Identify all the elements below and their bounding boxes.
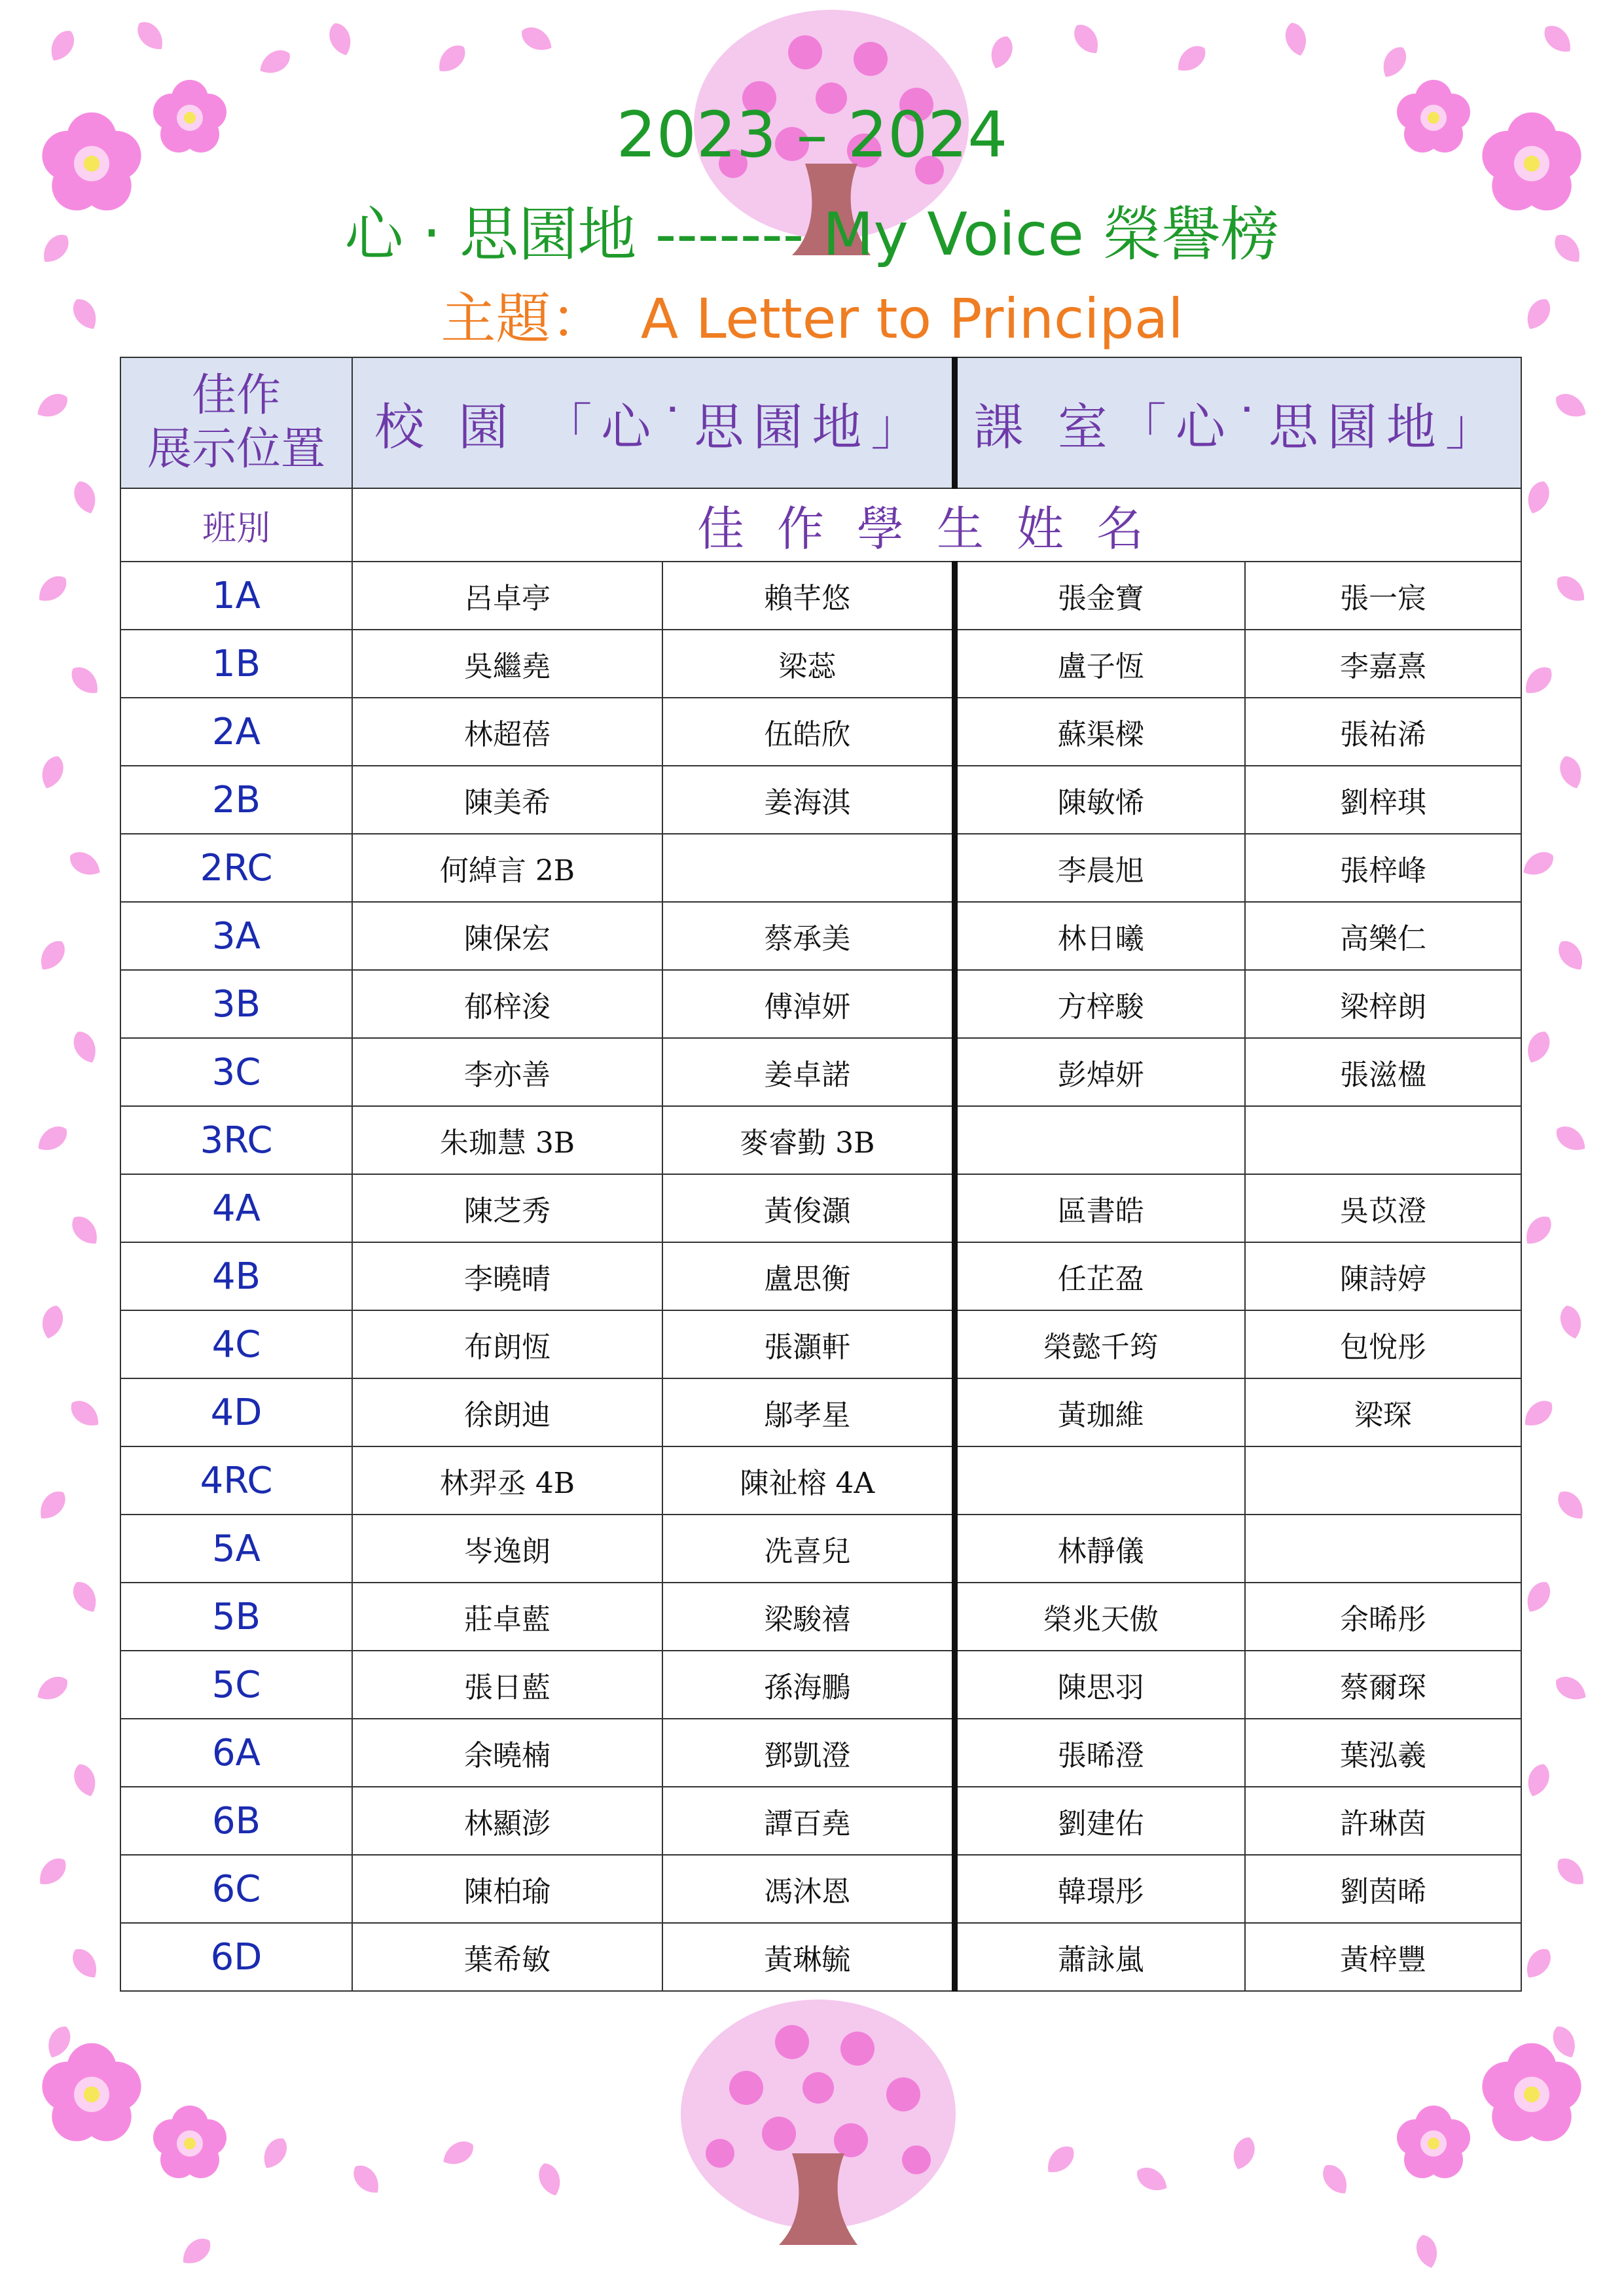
name-cell: 馮沐恩	[764, 1875, 851, 1909]
name-cell: 張滋楹	[1340, 1058, 1427, 1092]
classroom-header-label: 課 室「心˙思園地」	[973, 397, 1504, 456]
name-cell: 鄔孝星	[764, 1399, 851, 1432]
name-cell: 陳詩婷	[1340, 1263, 1427, 1296]
name-cell: 陳柏瑜	[464, 1875, 550, 1909]
name-cell: 布朗恆	[464, 1331, 550, 1364]
name-cell: 黃梓豐	[1340, 1943, 1427, 1977]
name-cell: 傅淖妍	[764, 990, 851, 1024]
class-cell: 5B	[211, 1595, 261, 1638]
table-row	[120, 1310, 1521, 1378]
class-cell: 4B	[211, 1255, 261, 1298]
name-cell: 李亦善	[464, 1058, 550, 1092]
name-cell: 林靜儀	[1057, 1535, 1144, 1568]
class-cell: 3RC	[200, 1119, 273, 1162]
table-row	[120, 1583, 1521, 1651]
name-cell: 區書皓	[1057, 1194, 1144, 1228]
class-cell: 1B	[211, 642, 261, 685]
name-cell: 郁梓浚	[464, 990, 550, 1024]
name-cell: 黃珈維	[1057, 1399, 1144, 1432]
class-column-label: 班別	[202, 509, 270, 548]
name-cell: 陳美希	[464, 786, 550, 819]
class-cell: 2B	[211, 778, 261, 821]
page-subtitle: 心 ‧ 思園地 ------- My Voice 榮譽榜	[344, 200, 1280, 269]
class-cell: 4D	[210, 1391, 262, 1434]
name-cell: 蕭詠嵐	[1057, 1943, 1144, 1977]
name-cell: 吳繼堯	[464, 650, 550, 683]
class-cell: 4A	[212, 1187, 261, 1230]
name-cell: 韓璟彤	[1057, 1875, 1144, 1909]
class-cell: 6C	[211, 1867, 261, 1910]
name-cell: 鄧凱澄	[764, 1739, 851, 1772]
table-row	[120, 1446, 1521, 1515]
class-cell: 4C	[211, 1323, 261, 1366]
table-row	[120, 1515, 1521, 1583]
name-cell: 李嘉熹	[1340, 650, 1427, 683]
blossom-tree-bottom	[681, 2000, 956, 2245]
class-cell: 5C	[211, 1663, 261, 1706]
petal-border-right	[1519, 229, 1591, 2062]
table-row	[120, 834, 1521, 902]
name-cell: 蔡承美	[764, 922, 851, 956]
class-cell: 6A	[212, 1731, 261, 1774]
name-cell: 賴芊悠	[764, 582, 851, 615]
name-cell: 蔡爾琛	[1340, 1671, 1427, 1704]
name-cell: 陳祉榕 4A	[740, 1467, 875, 1500]
name-cell: 劉梓琪	[1340, 786, 1427, 819]
name-cell: 譚百堯	[764, 1807, 851, 1840]
table-row	[120, 1651, 1521, 1719]
campus-header-label: 校 園 「心˙思園地」	[374, 397, 930, 456]
name-cell: 張金寶	[1057, 582, 1144, 615]
table-row	[120, 562, 1521, 630]
name-cell: 麥睿勤 3B	[740, 1126, 875, 1160]
table-header-row	[120, 357, 1521, 488]
name-cell: 榮兆天傲	[1043, 1603, 1159, 1636]
table-subheader-row	[120, 488, 1521, 562]
name-cell: 任芷盈	[1057, 1263, 1144, 1296]
name-cell: 張祐浠	[1340, 718, 1427, 751]
table-row	[120, 970, 1521, 1038]
table-row	[120, 1106, 1521, 1174]
class-cell: 3C	[211, 1050, 261, 1094]
name-cell: 方梓駿	[1057, 990, 1144, 1024]
name-cell: 余晞彤	[1340, 1603, 1427, 1636]
class-cell: 1A	[212, 574, 261, 617]
name-cell: 許琳茵	[1340, 1807, 1427, 1840]
name-cell: 姜卓諾	[764, 1058, 851, 1092]
names-column-label: 佳作學生姓名	[697, 501, 1177, 556]
name-cell: 林顯澎	[464, 1807, 550, 1840]
class-cell: 6D	[210, 1935, 262, 1979]
name-cell: 張日藍	[464, 1671, 550, 1704]
name-cell: 高樂仁	[1340, 922, 1427, 956]
table-row	[120, 630, 1521, 698]
name-cell: 彭焯妍	[1057, 1058, 1144, 1092]
name-cell: 黃俊灝	[764, 1194, 851, 1228]
class-cell: 5A	[212, 1527, 261, 1570]
name-cell: 林日曦	[1057, 922, 1144, 956]
corner-header	[120, 357, 352, 488]
table-row	[120, 1855, 1521, 1923]
table-row	[120, 1378, 1521, 1446]
name-cell: 岑逸朗	[464, 1535, 550, 1568]
name-cell: 陳芝秀	[464, 1194, 550, 1228]
class-cell: 3A	[212, 914, 261, 958]
table-row	[120, 1719, 1521, 1787]
name-cell: 劉建佑	[1057, 1807, 1144, 1840]
table-row	[120, 1787, 1521, 1855]
table-row	[120, 902, 1521, 970]
name-cell: 盧思衡	[764, 1263, 851, 1296]
name-cell: 呂卓亭	[464, 582, 550, 615]
name-cell: 徐朗迪	[464, 1399, 550, 1432]
name-cell: 梁梓朗	[1340, 990, 1427, 1024]
name-cell: 李曉晴	[464, 1263, 550, 1296]
name-cell: 葉泓羲	[1340, 1739, 1427, 1772]
corner-header-line2: 展示位置	[147, 423, 325, 475]
name-cell: 陳敏悕	[1057, 786, 1144, 819]
name-cell: 吳苡澄	[1340, 1194, 1427, 1228]
name-cell: 張一宸	[1340, 582, 1427, 615]
name-cell: 余曉楠	[464, 1739, 550, 1772]
name-cell: 林超蓓	[464, 718, 550, 751]
name-cell: 李晨旭	[1057, 854, 1144, 888]
name-cell: 張灝軒	[764, 1331, 851, 1364]
name-cell: 葉希敏	[464, 1943, 550, 1977]
name-cell: 盧子恆	[1057, 650, 1144, 683]
name-cell: 梁蕊	[778, 650, 837, 683]
name-cell: 張梓峰	[1340, 854, 1427, 888]
name-cell: 林羿丞 4B	[439, 1467, 575, 1500]
page-year: 2023 – 2024	[616, 98, 1008, 171]
corner-header-line1: 佳作	[191, 370, 281, 422]
table-row	[120, 1242, 1521, 1310]
name-cell: 黃琳毓	[764, 1943, 851, 1977]
campus-header	[352, 357, 954, 488]
name-cell: 蘇渠樑	[1057, 718, 1144, 751]
name-cell: 張晞澄	[1057, 1739, 1144, 1772]
name-cell: 冼喜兒	[764, 1535, 851, 1568]
table-row	[120, 1923, 1521, 1991]
name-cell: 陳思羽	[1057, 1671, 1144, 1704]
class-cell: 6B	[211, 1799, 261, 1842]
class-cell: 4RC	[200, 1459, 273, 1502]
name-cell: 伍皓欣	[764, 718, 851, 751]
class-cell: 2A	[212, 710, 261, 753]
classroom-header	[954, 357, 1521, 488]
table-row	[120, 698, 1521, 766]
name-cell: 劉茵晞	[1340, 1875, 1427, 1909]
name-cell: 何綽言 2B	[439, 854, 575, 888]
name-cell: 朱珈慧 3B	[439, 1126, 575, 1160]
name-cell: 姜海淇	[764, 786, 851, 819]
petal-border-left	[33, 229, 105, 2062]
class-cell: 2RC	[200, 846, 273, 889]
page-theme: 主題： A Letter to Principal	[441, 287, 1183, 351]
name-cell: 莊卓藍	[464, 1603, 550, 1636]
name-cell: 梁駿禧	[764, 1603, 851, 1636]
name-cell: 榮懿千筠	[1043, 1331, 1159, 1364]
table-row	[120, 1174, 1521, 1242]
class-cell: 3B	[211, 982, 261, 1026]
table-row	[120, 1038, 1521, 1106]
name-cell: 陳保宏	[464, 922, 550, 956]
name-cell: 孫海鵬	[764, 1671, 851, 1704]
name-cell: 梁琛	[1354, 1399, 1413, 1432]
name-cell: 包悅彤	[1340, 1331, 1427, 1364]
honor-roll-table	[120, 357, 1522, 1992]
table-row	[120, 766, 1521, 834]
